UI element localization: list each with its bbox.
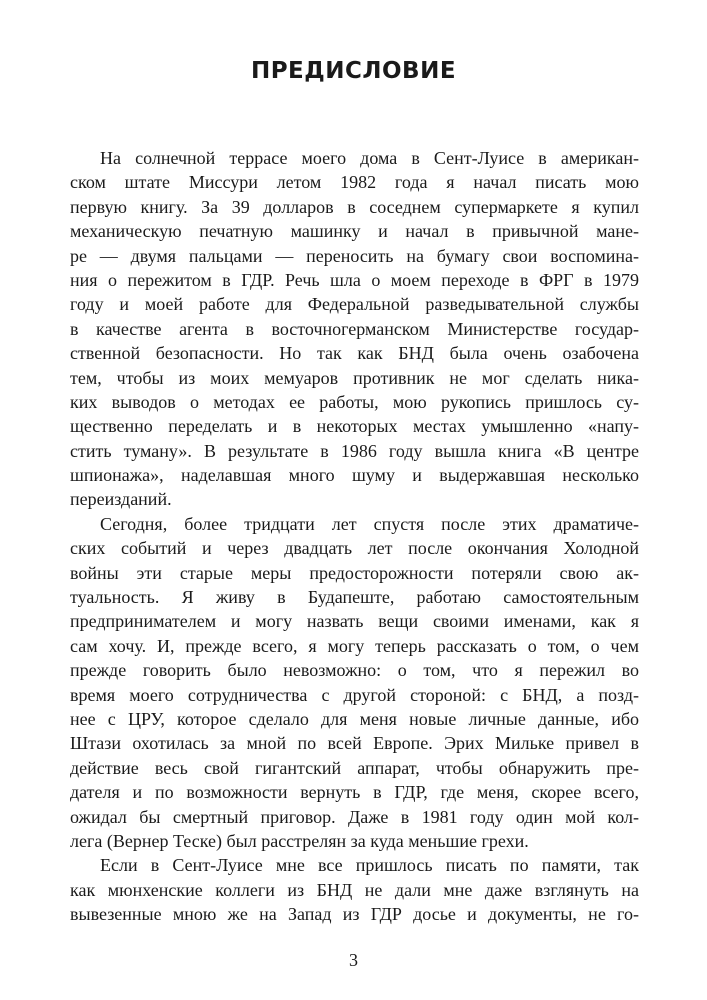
paragraph <box>70 853 639 926</box>
text-line: ких выводов о методах ее работы, мою рукопись пришлось су- <box>70 391 639 412</box>
text-line: переизданий. <box>70 489 172 510</box>
page-number: 3 <box>349 950 358 970</box>
text-line: прежде говорить было невозможно: о том, что я пережил во <box>70 660 639 681</box>
text-line: действие весь свой гигантский аппарат, чтобы обнаружить пре- <box>70 757 639 778</box>
paragraph <box>70 146 639 512</box>
text-line: Если в Сент-Луисе мне все пришлось писать по памяти, так <box>100 855 639 876</box>
text-line: году и моей работе для Федеральной разведывательной службы <box>70 294 639 315</box>
text-line: нее с ЦРУ, которое сделало для меня новые личные данные, ибо <box>70 708 639 729</box>
text-line: На солнечной террасе моего дома в Сент-Луисе в американ- <box>100 148 639 168</box>
text-line: шпионажа», наделавшая много шуму и выдержавшая несколько <box>70 465 639 486</box>
text-line: время моего сотрудничества с другой стороной: с БНД, а позд- <box>70 684 639 705</box>
text-line: лега (Вернер Теске) был расстрелян за куда меньшие грехи. <box>70 830 529 851</box>
text-line: ре — двумя пальцами — переносить на бумагу свои воспомина- <box>70 245 639 266</box>
text-line: Сегодня, более тридцати лет спустя после этих драматиче- <box>100 513 639 534</box>
paragraph <box>70 512 639 853</box>
text-line: первую книгу. За 39 долларов в соседнем супермаркете я купил <box>70 196 639 217</box>
text-line: предпринимателем и могу назвать вещи своими именами, как я <box>70 611 639 632</box>
text-line: ственной безопасности. Но так как БНД была очень озабочена <box>70 343 639 364</box>
page-title: ПРЕДИСЛОВИЕ <box>250 58 457 84</box>
text-line: как мюнхенские коллеги из БНД не дали мне даже взглянуть на <box>70 879 639 900</box>
text-line: ском штате Миссури летом 1982 года я начал писать мою <box>70 172 639 193</box>
text-line: ния о пережитом в ГДР. Речь шла о моем переходе в ФРГ в 1979 <box>70 269 639 290</box>
text-line: тем, чтобы из моих мемуаров противник не мог сделать ника- <box>70 367 639 388</box>
body-text <box>70 146 639 927</box>
text-line: туальность. Я живу в Будапеште, работаю самостоятельным <box>70 587 639 608</box>
text-line: стить туману». В результате в 1986 году вышла книга «В центре <box>70 440 639 461</box>
text-line: Штази охотилась за мной по всей Европе. Эрих Мильке привел в <box>70 733 639 754</box>
text-line: сам хочу. И, прежде всего, я могу теперь рассказать о том, о чем <box>70 635 639 656</box>
text-line: ожидал бы смертный приговор. Даже в 1981 году один мой кол- <box>70 806 639 827</box>
text-line: в качестве агента в восточногерманском Министерстве государ- <box>70 318 639 339</box>
text-line: механическую печатную машинку и начал в привычной мане- <box>70 221 639 242</box>
text-line: ских событий и через двадцать лет после окончания Холодной <box>70 538 639 559</box>
text-line: вывезенные мною же на Запад из ГДР досье и документы, не го- <box>70 904 639 925</box>
text-line: дателя и по возможности вернуть в ГДР, где меня, скорее всего, <box>70 782 639 803</box>
text-line: войны эти старые меры предосторожности потеряли свою ак- <box>70 562 639 583</box>
text-line: щественно переделать и в некоторых местах умышленно «напу- <box>70 416 639 437</box>
